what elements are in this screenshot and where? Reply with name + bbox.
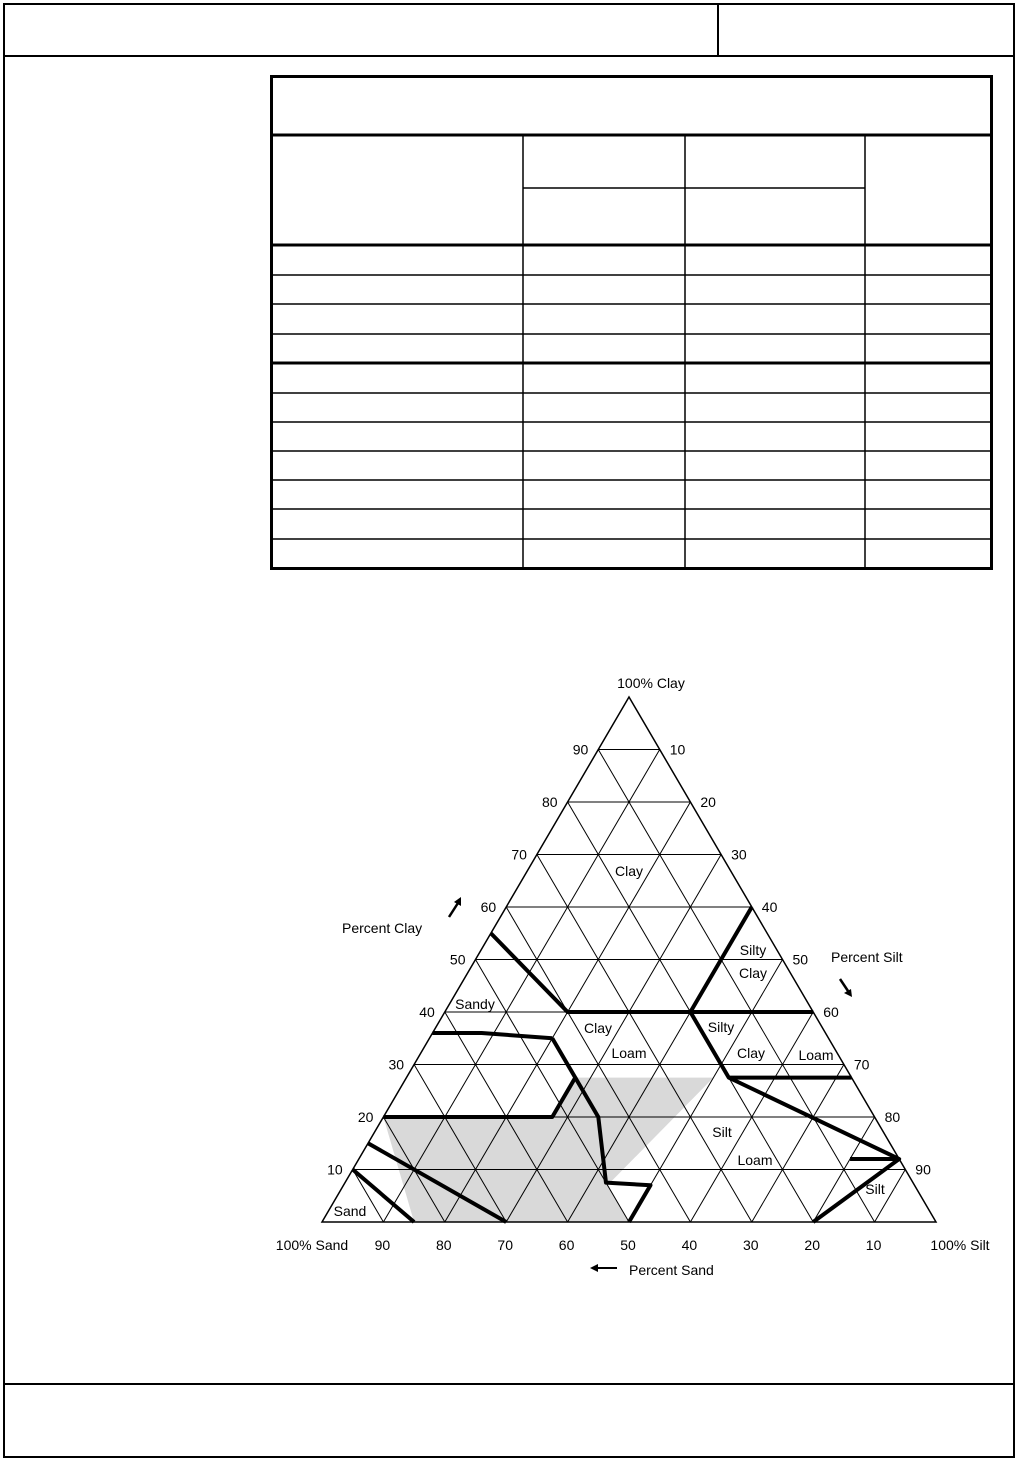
tick-label-silt: 90 bbox=[915, 1161, 931, 1178]
tick-label-silt: 80 bbox=[884, 1109, 901, 1125]
class-label-silt: Silt bbox=[865, 1181, 885, 1197]
class-boundary bbox=[433, 1033, 553, 1038]
arrow-icon-silt bbox=[840, 979, 852, 997]
tick-label-silt: 60 bbox=[823, 1004, 839, 1020]
class-label-silty-clay-loam-2: Clay bbox=[736, 1045, 766, 1061]
tick-label-clay: 50 bbox=[449, 951, 466, 968]
tick-label-sand: 30 bbox=[743, 1237, 759, 1253]
tick-label-clay: 40 bbox=[419, 1004, 435, 1020]
arrow-icon-clay bbox=[449, 897, 461, 917]
axis-title-silt: Percent Silt bbox=[831, 949, 903, 965]
class-boundary bbox=[383, 1038, 575, 1117]
tick-label-clay: 60 bbox=[480, 899, 497, 915]
tick-label-silt: 50 bbox=[792, 951, 809, 968]
class-label-clay-loam-1: Clay bbox=[583, 1020, 613, 1036]
tick-label-sand: 50 bbox=[620, 1237, 636, 1253]
vertex-label-sand: 100% Sand bbox=[275, 1237, 349, 1253]
class-label-silty-clay-1: Silty bbox=[739, 942, 767, 958]
vertex-label-silt: 100% Silt bbox=[930, 1237, 990, 1253]
class-label-sandy-clay: Sandy bbox=[455, 996, 495, 1012]
tick-label-sand: 10 bbox=[865, 1237, 882, 1253]
class-label-silty-clay-loam-3: Loam bbox=[798, 1047, 834, 1063]
gridline-silt bbox=[752, 1065, 844, 1223]
tick-label-sand: 80 bbox=[436, 1237, 452, 1253]
tick-label-sand: 20 bbox=[804, 1237, 820, 1253]
tick-label-silt: 70 bbox=[853, 1056, 870, 1073]
tick-label-sand: 60 bbox=[558, 1237, 575, 1253]
class-label-silty-clay-2: Clay bbox=[738, 965, 768, 981]
tick-label-clay: 30 bbox=[388, 1056, 405, 1073]
class-label-sand: Sand bbox=[333, 1203, 367, 1219]
class-label-silt-loam-2: Loam bbox=[737, 1152, 773, 1168]
tick-label-clay: 80 bbox=[542, 794, 558, 810]
tick-label-silt: 10 bbox=[669, 741, 686, 758]
axis-title-sand: Percent Sand bbox=[629, 1262, 714, 1278]
tick-label-sand: 70 bbox=[497, 1237, 513, 1253]
vertex-label-clay: 100% Clay bbox=[617, 675, 685, 691]
arrow-icon-sand bbox=[590, 1264, 617, 1272]
class-label-silt-loam-1: Silt bbox=[712, 1124, 732, 1140]
tick-label-silt: 40 bbox=[761, 899, 778, 915]
axis-title-clay: Percent Clay bbox=[342, 920, 423, 936]
tick-label-sand: 90 bbox=[374, 1237, 391, 1253]
tick-label-clay: 20 bbox=[357, 1109, 374, 1125]
class-boundary bbox=[729, 1078, 899, 1222]
class-label-clay: Clay bbox=[614, 863, 644, 879]
tick-label-clay: 90 bbox=[572, 741, 589, 758]
tick-label-clay: 10 bbox=[327, 1161, 343, 1178]
tick-label-sand: 40 bbox=[681, 1237, 698, 1253]
tick-label-silt: 30 bbox=[731, 846, 747, 863]
tick-label-silt: 20 bbox=[700, 794, 716, 810]
tick-label-clay: 70 bbox=[511, 846, 527, 863]
class-label-clay-loam-2: Loam bbox=[611, 1045, 647, 1061]
class-label-silty-clay-loam-1: Silty bbox=[707, 1019, 735, 1035]
